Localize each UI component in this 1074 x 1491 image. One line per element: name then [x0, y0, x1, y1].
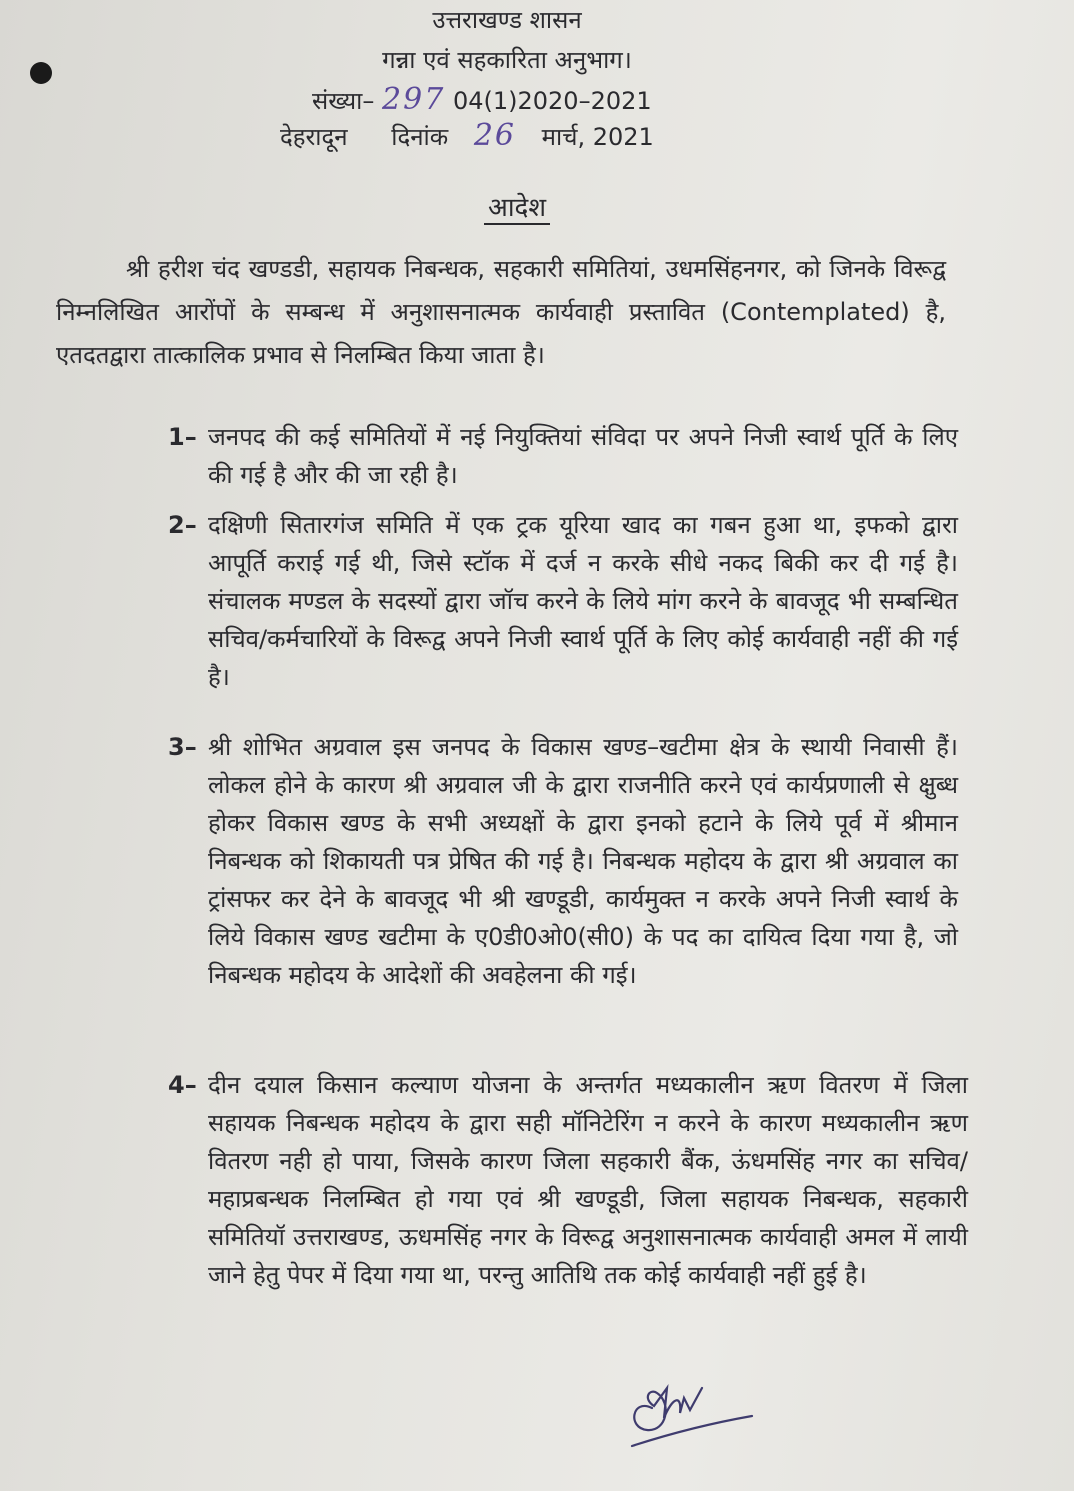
intro-paragraph: श्री हरीश चंद खण्डडी, सहायक निबन्धक, सहकारी समितियां, उधमसिंहनगर, को जिनके विरूद्व निम्नलिखित आरोंपों के सम्बन्ध में अनुशासनात्मक कार्यवाही प्रस्तावित (Contemplated) है, एतदतद्वारा तात्कालिक प्रभाव से निलम्बित किया जाता है। — [56, 255, 946, 369]
list-item — [168, 418, 958, 494]
reference-number-line — [312, 82, 652, 117]
header-section: गन्ना एवं सहकारिता अनुभाग। — [382, 46, 632, 74]
header-government: उत्तराखण्ड शासन — [432, 6, 582, 34]
list-item — [168, 728, 958, 994]
item-number: 3– — [168, 733, 197, 761]
signature — [612, 1368, 762, 1458]
list-item — [168, 1066, 968, 1294]
date-month-year: मार्च, 2021 — [541, 123, 654, 151]
reference-code: 04(1)2020–2021 — [452, 87, 652, 115]
item-text: श्री शोभित अग्रवाल इस जनपद के विकास खण्ड–खटीमा क्षेत्र के स्थायी निवासी हैं। लोकल होने के कारण श्री अग्रवाल जी के द्वारा राजनीति करने एवं कार्यप्रणाली से क्षुब्ध होकर विकास खण्ड के सभी अध्यक्षों के द्वारा इनको हटाने के लिये पूर्व में श्रीमान निबन्धक को शिकायती पत्र प्रेषित की गई है। निबन्धक महोदय के द्वारा श्री अग्रवाल का ट्रांसफर कर देने के बावजूद भी श्री खण्डूडी, कार्यमुक्त न करके अपने निजी स्वार्थ के लिये विकास खण्ड खटीमा के ए0डी0ओ0(सी0) के पद का दायित्व दिया गया है, जो निबन्धक महोदय के आदेशों की अवहेलना की गई। — [208, 733, 958, 989]
item-text: जनपद की कई समितियों में नई नियुक्तियां संविदा पर अपने निजी स्वार्थ पूर्ति के लिए की गई है और की जा रही है। — [208, 423, 958, 489]
order-title: आदेश — [0, 188, 1074, 224]
handwritten-date: 26 — [473, 118, 516, 153]
place-date-line — [280, 118, 654, 153]
item-text: दीन दयाल किसान कल्याण योजना के अन्तर्गत मध्यकालीन ऋण वितरण में जिला सहायक निबन्धक महोदय के द्वारा सही मॉनिटेरिंग न करने के कारण मध्यकालीन ऋण वितरण नही हो पाया, जिसके कारण जिला सहकारी बैंक, ऊंधमसिंह नगर का सचिव/महाप्रबन्धक निलम्बित हो गया एवं श्री खण्डूडी, जिला सहायक निबन्धक, सहकारी समितियॉ उत्तराखण्ड, ऊधमसिंह नगर के विरूद्व अनुशासनात्मक कार्यवाही अमल में लायी जाने हेतु पेपर में दिया गया था, परन्तु आतिथि तक कोई कार्यवाही नहीं हुई है। — [208, 1071, 968, 1289]
place: देहरादून — [280, 123, 348, 151]
item-number: 2– — [168, 511, 197, 539]
item-text: दक्षिणी सितारगंज समिति में एक ट्रक यूरिया खाद का गबन हुआ था, इफको द्वारा आपूर्ति कराई गई थी, जिसे स्टॉक में दर्ज न करके सीधे नकद बिकी कर दी गई है। संचालक मण्डल के सदस्यों द्वारा जॉच करने के लिये मांग करने के बावजूद भी सम्बन्धित सचिव/कर्मचारियों के विरूद्व अपने निजी स्वार्थ पूर्ति के लिए कोई कार्यवाही नहीं की गई है। — [208, 511, 958, 691]
list-item — [168, 506, 958, 696]
item-number: 1– — [168, 423, 197, 451]
number-label: संख्या– — [312, 87, 375, 115]
handwritten-number: 297 — [382, 82, 446, 117]
date-label: दिनांक — [391, 123, 449, 151]
item-number: 4– — [168, 1071, 197, 1099]
